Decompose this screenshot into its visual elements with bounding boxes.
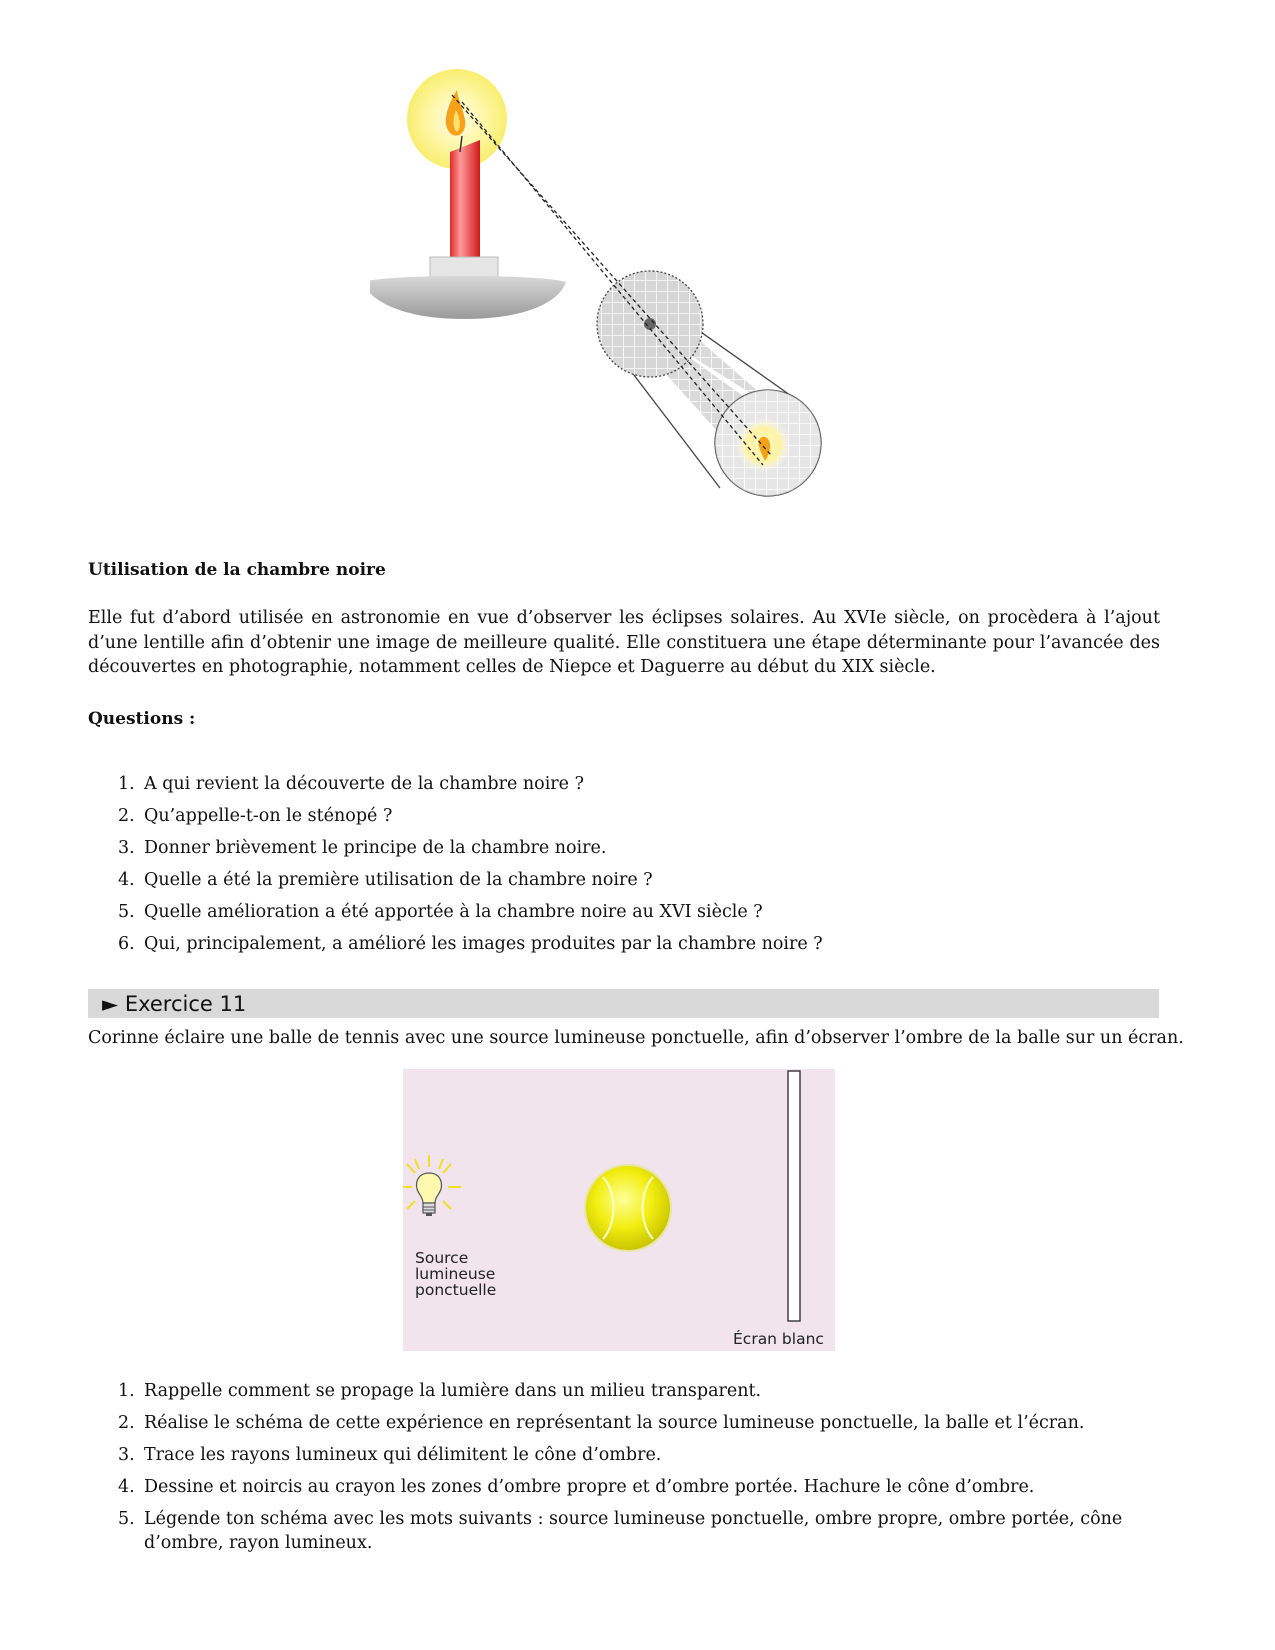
pinhole-camera: [597, 271, 821, 496]
exercise-intro: Corinne éclaire une balle de tennis avec une source lumineuse ponctuelle, afin d’observer l’ombre de la balle sur un écran.: [88, 1028, 1184, 1048]
list-item: 3. Donner brièvement le principe de la chambre noire.: [118, 838, 607, 858]
list-item: 1. A qui revient la découverte de la chambre noire ?: [118, 774, 584, 794]
list-item: 2. Qu’appelle-t-on le sténopé ?: [118, 806, 393, 826]
tennis-ball-icon: [585, 1165, 671, 1251]
tennis-shadow-figure: [403, 1069, 835, 1351]
list-item: 2. Réalise le schéma de cette expérience en représentant la source lumineuse ponctuelle, la balle et l’écran.: [118, 1413, 1085, 1433]
exercise-title: ► Exercice 11: [102, 992, 247, 1016]
list-item: 5. Quelle amélioration a été apportée à la chambre noire au XVI siècle ?: [118, 902, 763, 922]
light-ray: [452, 95, 771, 455]
candle-body: [450, 140, 480, 260]
exercise-header: [88, 989, 1159, 1018]
list-item: 3. Trace les rayons lumineux qui délimitent le cône d’ombre.: [118, 1445, 662, 1465]
description-paragraph: Elle fut d’abord utilisée en astronomie en vue d’observer les éclipses solaires. Au XVIe siècle, on procèdera à l’ajout d’une lentille afin d’obtenir une image de meilleure qualité. Elle constituera une étape déterminante pour l’avancée des découvertes en photographie, notamment celles de Niepce et Daguerre au début du XIX siècle.: [88, 608, 1160, 677]
list-item: 5. Légende ton schéma avec les mots suivants : source lumineuse ponctuelle, ombre propre, ombre portée, cône d’ombre, rayon lumineux.: [118, 1509, 1123, 1553]
source-label: lumineuse: [415, 1265, 496, 1283]
exercise-list: [88, 1379, 1168, 1563]
source-label: ponctuelle: [415, 1281, 497, 1299]
candle-dish: [370, 276, 566, 319]
list-item: 6. Qui, principalement, a amélioré les images produites par la chambre noire ?: [118, 934, 823, 954]
list-item: 1. Rappelle comment se propage la lumière dans un milieu transparent.: [118, 1381, 762, 1401]
camera-obscura-figure: [370, 60, 870, 530]
list-item: 4. Quelle a été la première utilisation de la chambre noire ?: [118, 870, 653, 890]
screen-label: Écran blanc: [733, 1330, 824, 1348]
section-title: Utilisation de la chambre noire: [88, 560, 386, 580]
white-screen: [788, 1071, 800, 1321]
source-label: Source: [415, 1249, 469, 1267]
questions-title: Questions :: [88, 709, 196, 729]
list-item: 4. Dessine et noircis au crayon les zones d’ombre propre et d’ombre portée. Hachure le cône d’ombre.: [118, 1477, 1035, 1497]
questions-list: [88, 772, 1168, 964]
